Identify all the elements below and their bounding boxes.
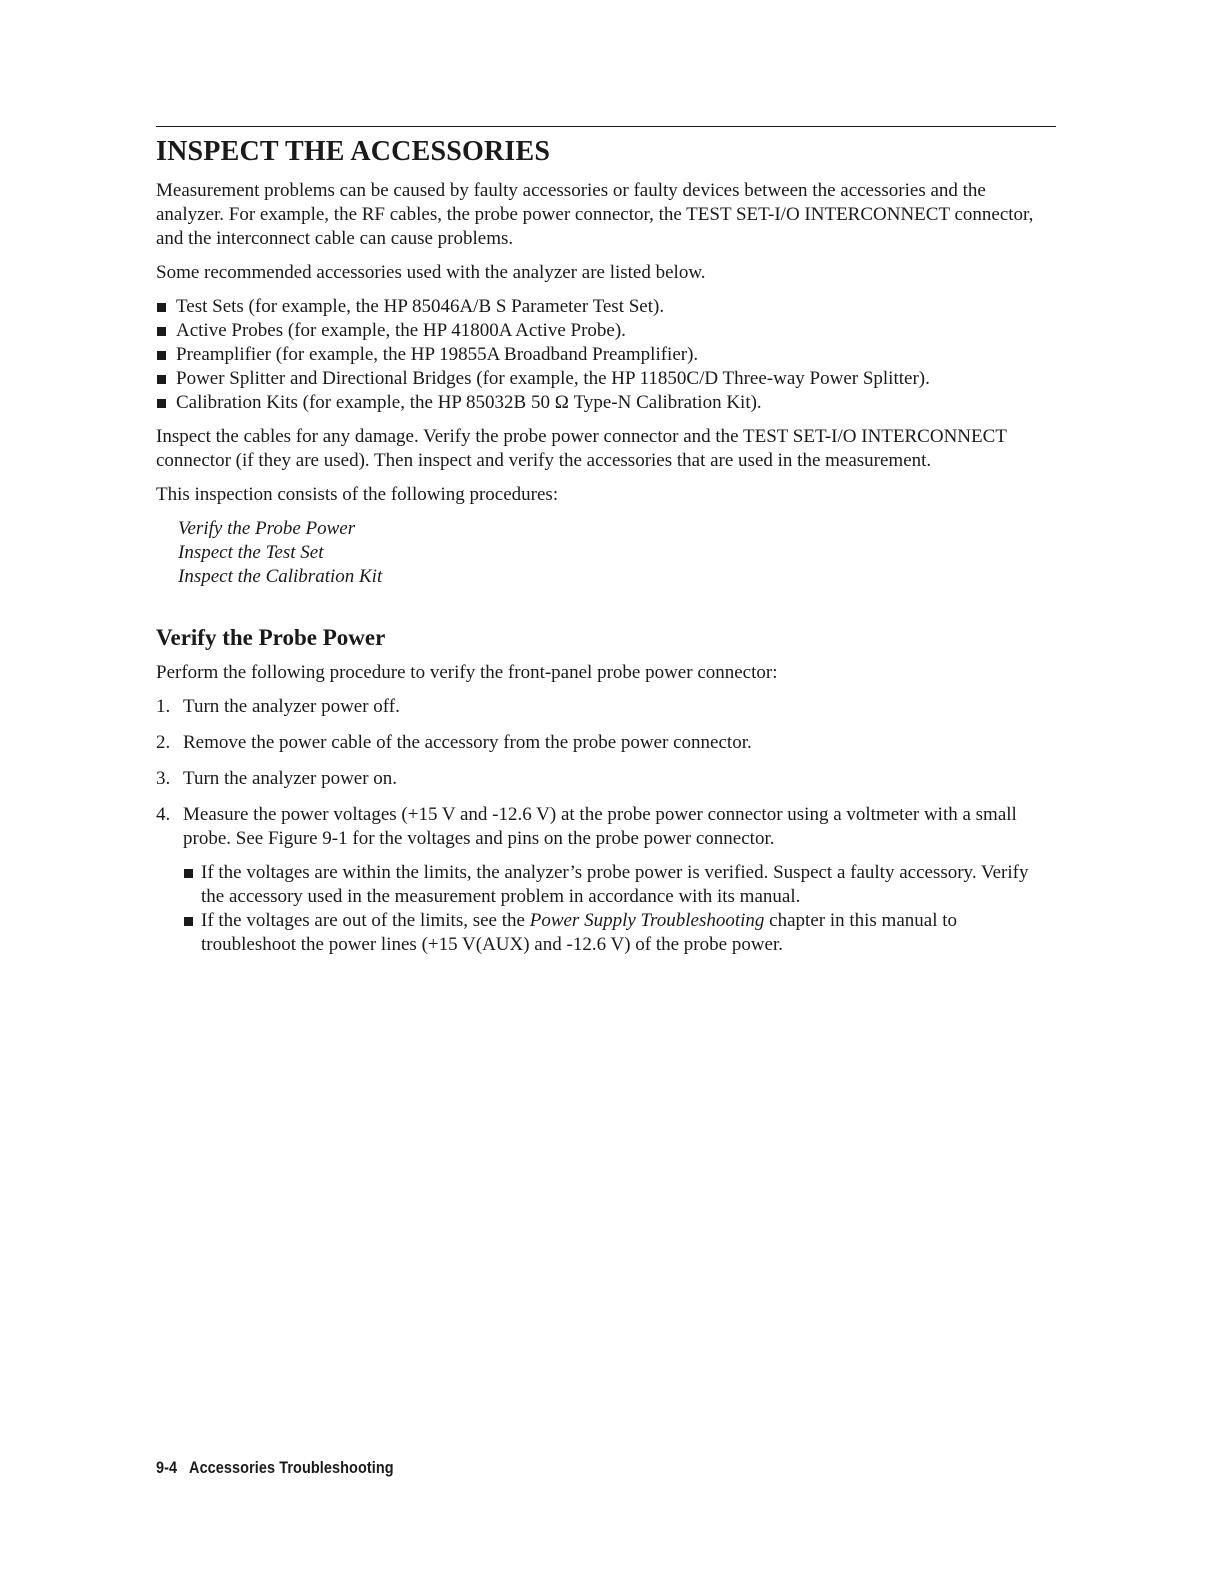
subsection-intro: Perform the following procedure to verify the front-panel probe power connector:: [156, 662, 778, 683]
step-item: 1. Turn the analyzer power off.: [156, 696, 400, 717]
intro-paragraph: Measurement problems can be caused by faulty accessories or faulty devices between the accessories and the analyzer. For example, the RF cables, the probe power connector, the TEST SET-I/O INTERCONNECT connector, and the interconnect cable can cause problems.: [156, 180, 1034, 249]
step-list: [156, 695, 1056, 957]
section-title: INSPECT THE ACCESSORIES: [156, 136, 551, 167]
bullet-icon: [157, 399, 166, 408]
procedure-list: [178, 517, 1056, 589]
power-supply-reference: Power Supply Troubleshooting: [529, 910, 765, 931]
procedures-intro: This inspection consists of the following procedures:: [156, 484, 559, 505]
list-item: Preamplifier (for example, the HP 19855A Broadband Preamplifier).: [156, 343, 1056, 367]
bullet-icon: [157, 375, 166, 384]
step-item: 4. Measure the power voltages (+15 V and -12.6 V) at the probe power connector using a voltmeter with a small probe. See Figure 9-1 for the voltages and pins on the probe power connector. If the voltages are within the limits, the analyzer’s probe power is verified. Suspect a faulty accessory. Verify the accessory used in the measurement problem in accordance with its manual. If the voltages are out of the limits, see the Power Supply Troubleshooting chapter in this manual to troubleshoot the power lines (+15 V(AUX) and -12.6 V) of the probe power.: [156, 803, 1056, 957]
bullet-icon: [184, 869, 193, 878]
page-footer: [156, 1458, 394, 1478]
section-rule: [156, 126, 1056, 127]
inspect-paragraph: Inspect the cables for any damage. Verify the probe power connector and the TEST SET-I/O INTERCONNECT connector (if they are used). Then inspect and verify the accessories that are used in the measurement.: [156, 426, 1007, 471]
chapter-name: Accessories Troubleshooting: [189, 1458, 394, 1477]
step-item: 3. Turn the analyzer power on.: [156, 768, 398, 789]
bullet-icon: [157, 303, 166, 312]
list-item: If the voltages are within the limits, the analyzer’s probe power is verified. Suspect a faulty accessory. Verify the accessory used in the measurement problem in accordance with its manual.: [183, 861, 1056, 909]
list-item: Test Sets (for example, the HP 85046A/B S Parameter Test Set).: [156, 295, 1056, 319]
recommended-paragraph: Some recommended accessories used with the analyzer are listed below.: [156, 262, 706, 283]
list-item: If the voltages are out of the limits, see the Power Supply Troubleshooting chapter in this manual to troubleshoot the power lines (+15 V(AUX) and -12.6 V) of the probe power.: [183, 909, 1056, 957]
bullet-icon: [184, 917, 193, 926]
procedure-link-verify-probe-power: Verify the Probe Power: [178, 518, 356, 539]
accessory-list: [156, 295, 1056, 415]
bullet-icon: [157, 351, 166, 360]
page-number: 9-4: [156, 1458, 178, 1477]
result-list: [183, 861, 1056, 957]
list-item: Calibration Kits (for example, the HP 85032B 50 Ω Type-N Calibration Kit).: [156, 391, 1056, 415]
list-item: Power Splitter and Directional Bridges (for example, the HP 11850C/D Three-way Power Splitter).: [156, 367, 1056, 391]
procedure-link-inspect-calibration-kit: Inspect the Calibration Kit: [178, 566, 383, 587]
procedure-link-inspect-test-set: Inspect the Test Set: [178, 542, 324, 563]
subsection-title: Verify the Probe Power: [156, 625, 386, 650]
page-content: [156, 126, 1056, 969]
list-item: Active Probes (for example, the HP 41800A Active Probe).: [156, 319, 1056, 343]
step-item: 2. Remove the power cable of the accessory from the probe power connector.: [156, 732, 752, 753]
bullet-icon: [157, 327, 166, 336]
